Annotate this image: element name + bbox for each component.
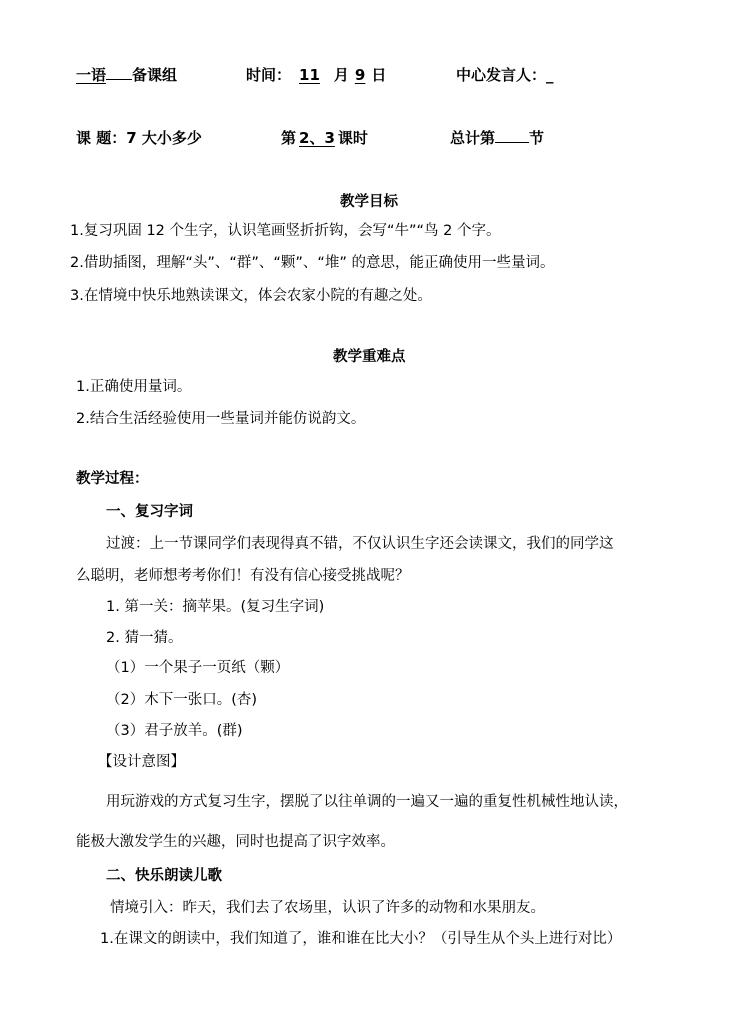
total-blank	[495, 130, 529, 143]
group-grade: 一语	[76, 66, 107, 84]
riddle-3: （3）君子放羊。(群)	[106, 723, 243, 739]
step-2: 2. 猜一猜。	[106, 630, 183, 646]
intro-line: 情境引入：昨天，我们去了农场里，认识了许多的动物和水果朋友。	[110, 900, 545, 916]
goal-item-3: 3.在情境中快乐地熟读课文，体会农家小院的有趣之处。	[70, 288, 432, 304]
section2-title: 二、快乐朗读儿歌	[106, 868, 222, 884]
time-month: 11	[299, 66, 320, 84]
group-suffix: 备课组	[132, 66, 178, 84]
lesson-period	[281, 127, 368, 148]
period-suffix: 课时	[337, 129, 368, 147]
time-label: 时间：	[246, 66, 292, 84]
process-heading: 教学过程：	[76, 471, 149, 487]
transition-line-2: 么聪明，老师想考考你们！有没有信心接受挑战呢？	[76, 568, 410, 584]
group-blank	[106, 67, 132, 80]
period-prefix: 第	[281, 129, 297, 147]
goal-item-2: 2.借助插图，理解“头”、“群”、“颗”、“堆” 的意思，能正确使用一些量词。	[70, 255, 555, 271]
lesson-topic: 课 题：7 大小多少	[76, 129, 202, 147]
design-line-1: 用玩游戏的方式复习生字，摆脱了以往单调的一遍又一遍的重复性机械性地认读，	[106, 794, 628, 810]
keypoints-heading: 教学重难点	[333, 349, 406, 365]
time-month-unit: 月	[333, 66, 349, 84]
header-group	[76, 64, 177, 85]
keypoint-item-1: 1.正确使用量词。	[76, 379, 192, 395]
time-day: 9	[354, 66, 366, 84]
keypoint-item-2: 2.结合生活经验使用一些量词并能仿说韵文。	[76, 411, 366, 427]
riddle-2: （2）木下一张口。(杏)	[106, 692, 258, 708]
lesson-total	[450, 127, 544, 148]
goal-item-1: 1.复习巩固 12 个生字，认识笔画竖折折钩，会写“牛”“鸟 2 个字。	[70, 223, 501, 239]
total-prefix: 总计第	[450, 129, 496, 147]
transition-line-1: 过渡：上一节课同学们表现得真不错，不仅认识生字还会读课文，我们的同学这	[106, 536, 614, 552]
riddle-1: （1）一个果子一页纸（颗）	[106, 660, 290, 676]
time-day-unit: 日	[371, 66, 387, 84]
total-suffix: 节	[529, 129, 545, 147]
step-1: 1. 第一关：摘苹果。(复习生字词)	[106, 599, 325, 615]
header-speaker: 中心发言人：_	[456, 66, 554, 84]
design-line-2: 能极大激发学生的兴趣，同时也提高了识字效率。	[76, 834, 395, 850]
section1-title: 一、复习字词	[106, 504, 193, 520]
question-line: 1.在课文的朗读中，我们知道了，谁和谁在比大小？（引导生从个头上进行对比）	[100, 931, 622, 947]
period-value: 2、3	[299, 129, 335, 147]
design-label: 【设计意图】	[98, 754, 185, 770]
header-time	[246, 64, 386, 85]
goals-heading: 教学目标	[340, 194, 398, 210]
